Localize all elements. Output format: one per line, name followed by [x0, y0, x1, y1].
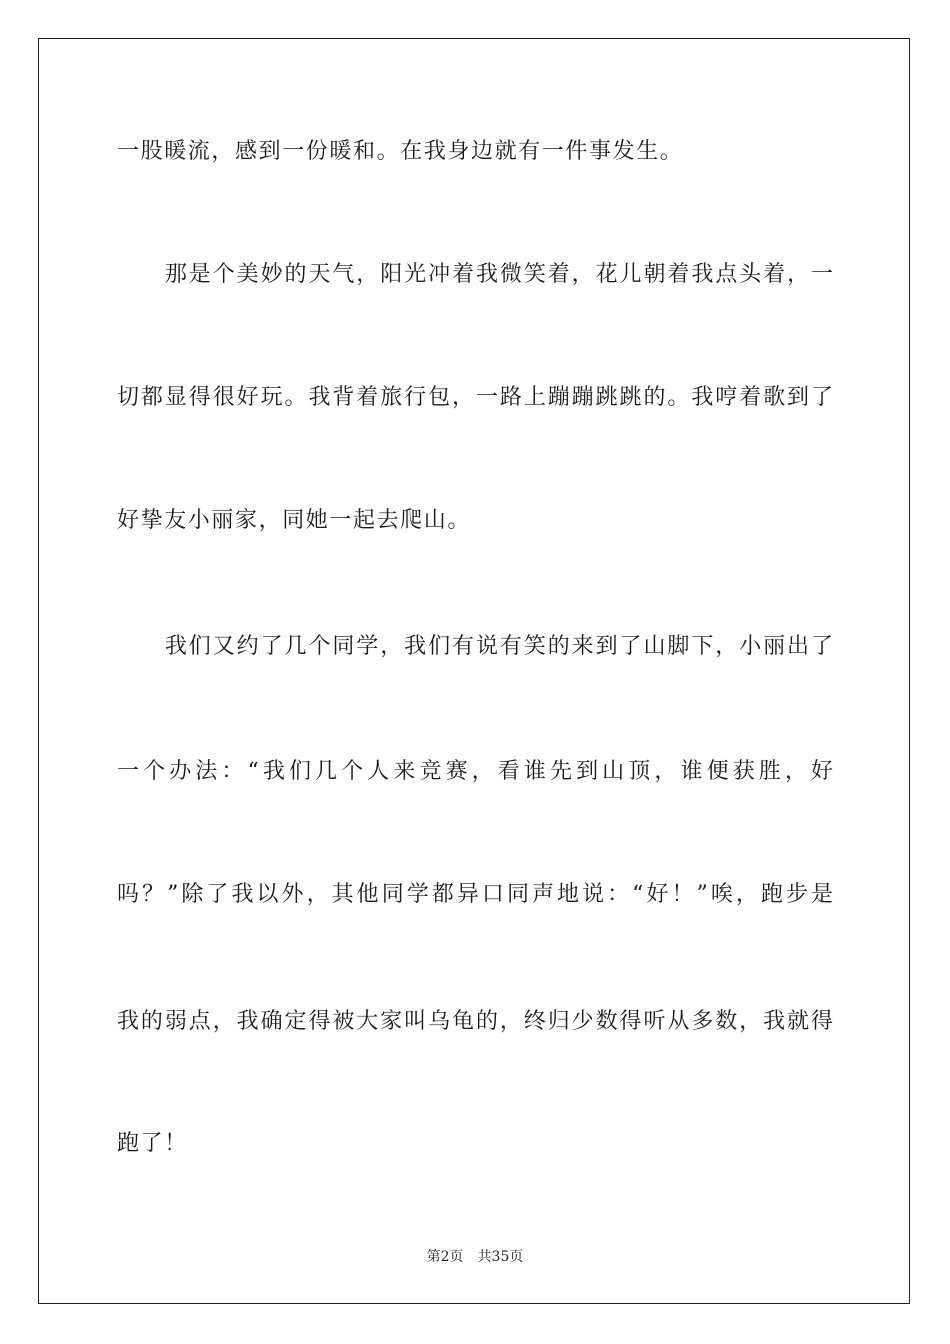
text-line: 切都显得很好玩。我背着旅行包，一路上蹦蹦跳跳的。我哼着歌到了 — [117, 385, 833, 410]
text-line: 我的弱点，我确定得被大家叫乌龟的，终归少数得听从多数，我就得 — [117, 1009, 833, 1034]
text-line: 一个办法：“我们几个人来竞赛，看谁先到山顶，谁便获胜，好 — [117, 759, 833, 784]
text-line: 那是个美妙的天气，阳光冲着我微笑着，花儿朝着我点头着，一 — [117, 262, 833, 287]
page-border — [38, 38, 910, 1304]
text-line: 我们又约了几个同学，我们有说有笑的来到了山脚下，小丽出了 — [117, 634, 833, 659]
page-number: 第2页 共35页 — [426, 1249, 524, 1265]
text-line: 跑了！ — [117, 1131, 188, 1156]
text-line: 好挚友小丽家，同她一起去爬山。 — [117, 508, 472, 533]
text-line: 一股暖流，感到一份暖和。在我身边就有一件事发生。 — [117, 139, 684, 164]
text-line: 吗？”除了我以外，其他同学都异口同声地说：“好！”唉，跑步是 — [117, 882, 833, 907]
